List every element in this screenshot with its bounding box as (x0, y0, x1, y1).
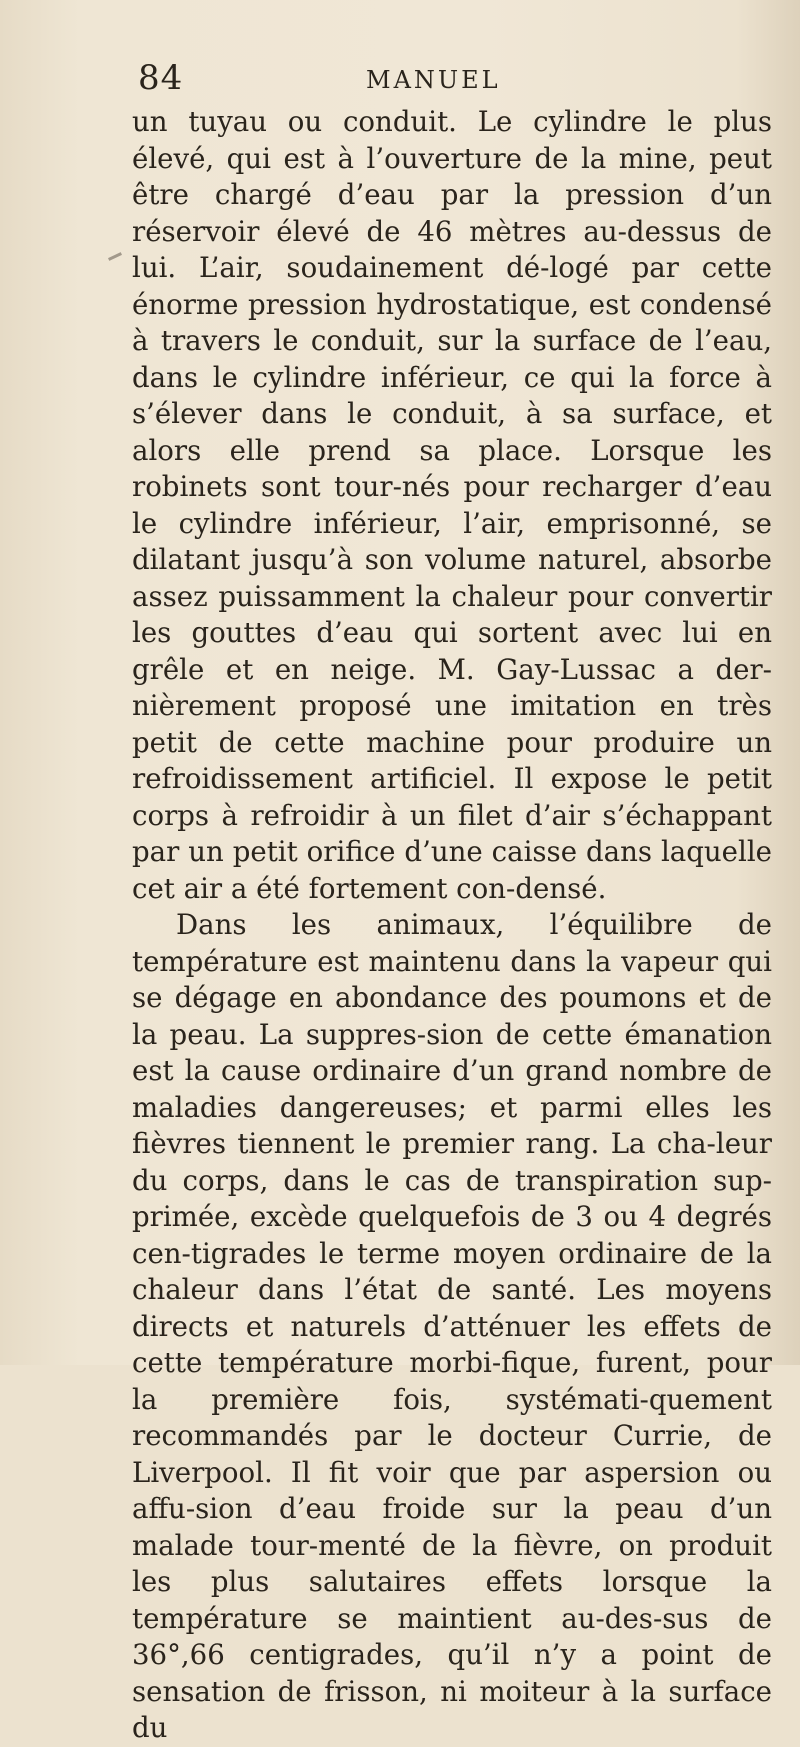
paragraph: un tuyau ou conduit. Le cylindre le plus élevé, qui est à l’ouverture de la mine, peut être chargé d’eau par la pression d’un réservoir élevé de 46 mètres au-dessus de lui. L’air, soudainement dé-logé par cette énorme pression hydrostatique, est condensé à travers le conduit, sur la surface de l’eau, dans le cylindre inférieur, ce qui la force à s’élever dans le conduit, à sa surface, et alors elle prend sa place. Lorsque les robinets sont tour-nés pour recharger d’eau le cylindre inférieur, l’air, emprisonné, se dilatant jusqu’à son volume naturel, absorbe assez puissamment la chaleur pour convertir les gouttes d’eau qui sortent avec lui en grêle et en neige. M. Gay-Lussac a der-nièrement proposé une imitation en très petit de cette machine pour produire un refroidissement artificiel. Il expose le petit corps à refroidir à un filet d’air s’échappant par un petit orifice d’une caisse dans laquelle cet air a été fortement con-densé. (132, 105, 772, 905)
page-number: 84 (138, 58, 184, 98)
running-title: MANUEL (366, 66, 501, 94)
paragraph: Dans les animaux, l’équilibre de température est maintenu dans la vapeur qui se dégage en abondance des poumons et de la peau. La suppres-sion de cette émanation est la cause ordinaire d’un grand nombre de maladies dangereuses; et parmi elles les fièvres tiennent le premier rang. La cha-leur du corps, dans le cas de transpiration sup-primée, excède quelquefois de 3 ou 4 degrés cen-tigrades le terme moyen ordinaire de la chaleur dans l’état de santé. Les moyens directs et naturels d’atténuer les effets de cette température morbi-fique, furent, pour la première fois, systémati-quement recommandés par le docteur Currie, de Liverpool. Il fit voir que par aspersion ou affu-sion d’eau froide sur la peau d’un malade tour-menté de la fièvre, on produit les plus salutaires effets lorsque la température se maintient au-des-sus de 36°,66 centigrades, qu’il n’y a point de sensation de frisson, ni moiteur à la surface du (132, 908, 772, 1744)
body-text (132, 104, 772, 1747)
margin-mark (108, 252, 122, 261)
page-header (138, 58, 658, 98)
